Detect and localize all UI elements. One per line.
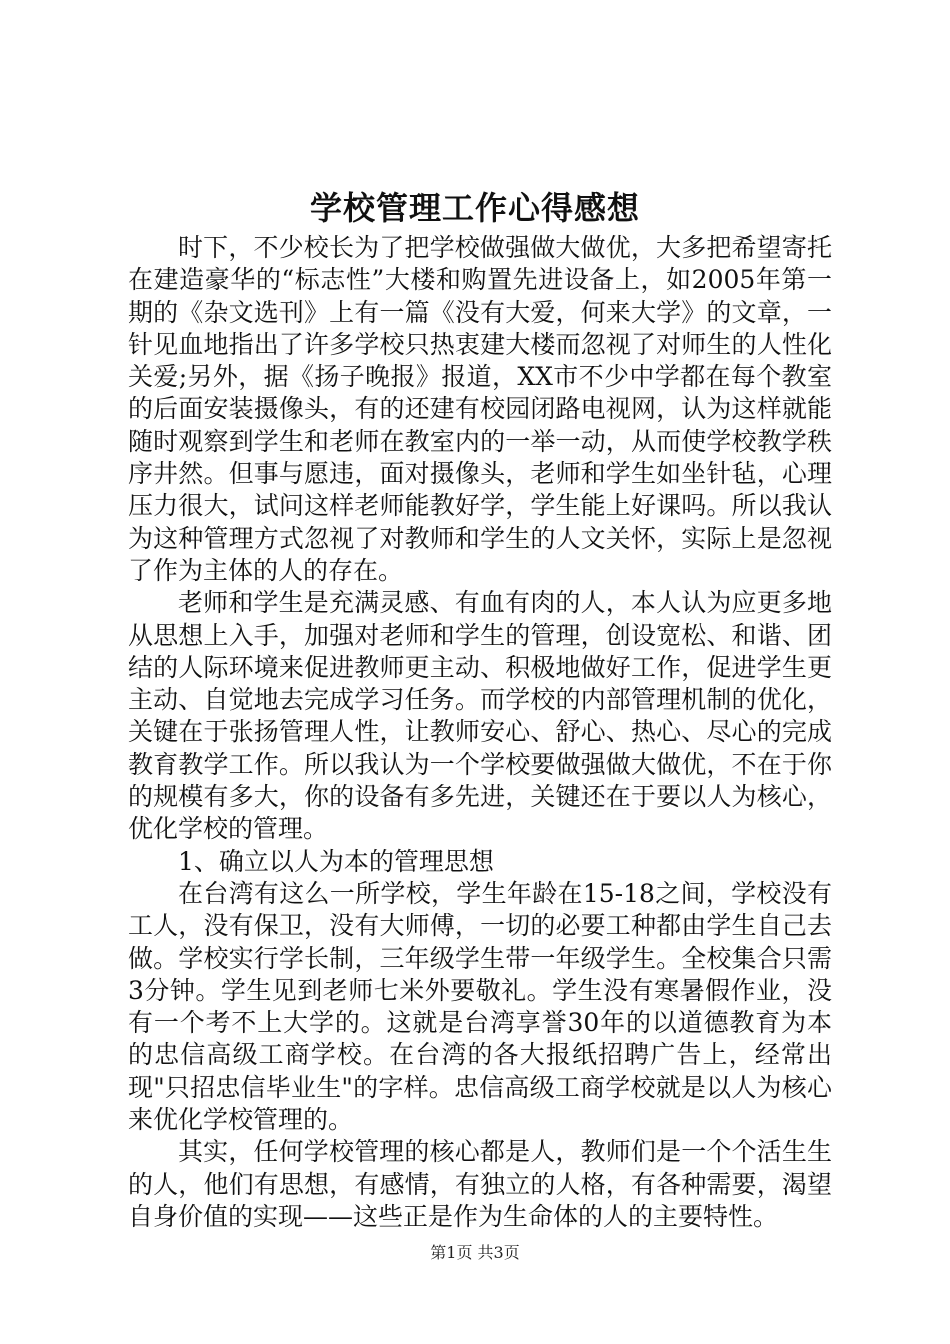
paragraph: 时下，不少校长为了把学校做强做大做优，大多把希望寄托在建造豪华的“标志性”大楼和购置先进设备上，如2005年第一期的《杂文选刊》上有一篇《没有大爱，何来大学》的文章，一针见血地指出了许多学校只热衷建大楼而忽视了对师生的人性化关爱;另外，据《扬子晚报》报道，XX市不少中学都在每个教室的后面安装摄像头，有的还建有校园闭路电视网，认为这样就能随时观察到学生和老师在教室内的一举一动，从而使学校教学秩序井然。但事与愿违，面对摄像头，老师和学生如坐针毡，心理压力很大，试问这样老师能教好学，学生能上好课吗。所以我认为这种管理方式忽视了对教师和学生的人文关怀，实际上是忽视了作为主体的人的存在。 <box>128 233 832 585</box>
paragraph: 在台湾有这么一所学校，学生年龄在15-18之间，学校没有工人，没有保卫，没有大师傅，一切的必要工种都由学生自己去做。学校实行学长制，三年级学生带一年级学生。全校集合只需3分钟。学生见到老师七米外要敬礼。学生没有寒暑假作业，没有一个考不上大学的。这就是台湾享誉30年的以道德教育为本的忠信高级工商学校。在台湾的各大报纸招聘广告上，经常出现"只招忠信毕业生"的字样。忠信高级工商学校就是以人为核心来优化学校管理的。 <box>128 878 832 1135</box>
section-heading: 1、确立以人为本的管理思想 <box>178 846 494 876</box>
page-footer: 第1页 共3页 <box>430 1243 520 1262</box>
paragraph: 老师和学生是充满灵感、有血有肉的人，本人认为应更多地从思想上入手，加强对老师和学生的管理，创设宽松、和谐、团结的人际环境来促进教师更主动、积极地做好工作，促进学生更主动、自觉地去完成学习任务。而学校的内部管理机制的优化，关键在于张扬管理人性，让教师安心、舒心、热心、尽心的完成教育教学工作。所以我认为一个学校要做强做大做优，不在于你的规模有多大，你的设备有多先进，关键还在于要以人为核心，优化学校的管理。 <box>128 588 832 844</box>
document-body <box>128 232 832 1233</box>
paragraph: 其实，任何学校管理的核心都是人，教师们是一个个活生生的人，他们有思想，有感情，有独立的人格，有各种需要，渴望自身价值的实现——这些正是作为生命体的人的主要特性。 <box>128 1137 832 1231</box>
page-title: 学校管理工作心得感想 <box>309 189 640 227</box>
